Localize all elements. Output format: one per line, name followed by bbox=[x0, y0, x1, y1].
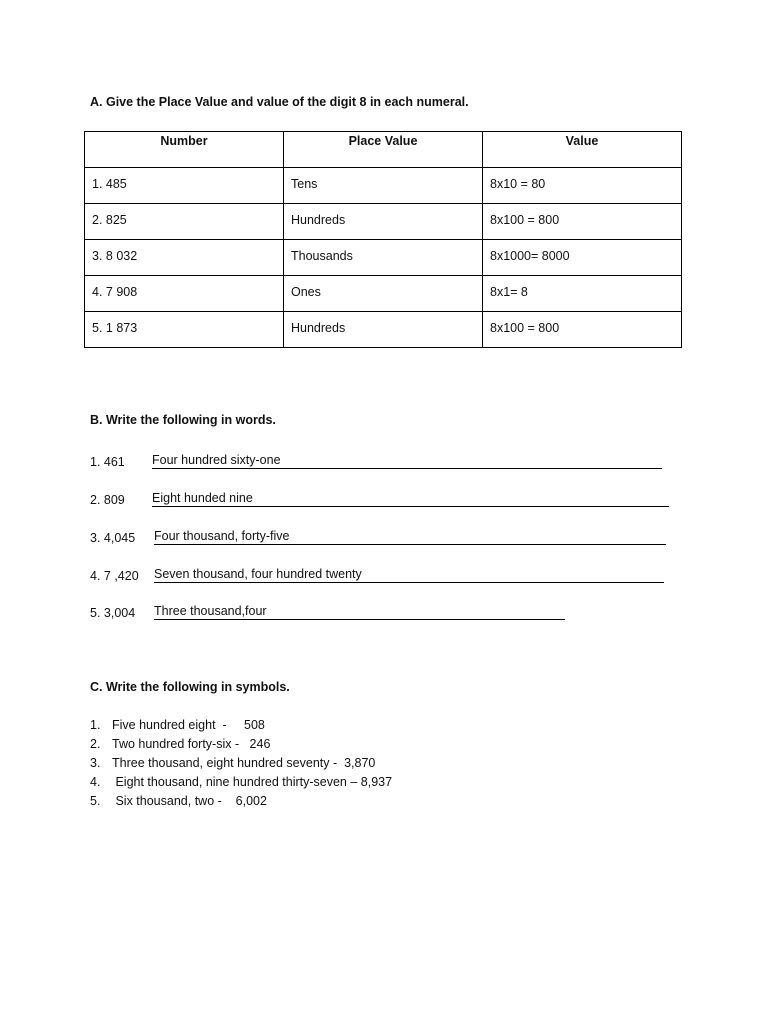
table-row bbox=[85, 276, 682, 312]
words-item-answer: Eight hunded nine bbox=[152, 491, 669, 507]
section-a-heading: A. Give the Place Value and value of the digit 8 in each numeral. bbox=[90, 95, 469, 109]
symbols-list bbox=[90, 716, 392, 811]
words-item-number: 3. 4,045 bbox=[90, 531, 136, 545]
cell-place-value: Hundreds bbox=[284, 312, 483, 348]
list-item-text: Eight thousand, nine hundred thirty-seven – 8,937 bbox=[112, 775, 393, 789]
words-item-number: 5. 3,004 bbox=[90, 606, 136, 620]
list-item-number: 5. bbox=[90, 794, 101, 808]
list-item-text: Two hundred forty-six - 246 bbox=[112, 737, 271, 751]
list-item-number: 2. bbox=[90, 737, 101, 751]
header-place-value: Place Value bbox=[284, 132, 483, 168]
cell-value: 8x100 = 800 bbox=[483, 204, 682, 240]
table-header-row bbox=[85, 132, 682, 168]
header-value: Value bbox=[483, 132, 682, 168]
list-item-text: Five hundred eight - 508 bbox=[112, 718, 265, 732]
table-row bbox=[85, 168, 682, 204]
list-item-text: Six thousand, two - 6,002 bbox=[112, 794, 267, 808]
cell-number: 4. 7 908 bbox=[85, 276, 284, 312]
list-item bbox=[90, 773, 392, 792]
list-item-number: 4. bbox=[90, 775, 101, 789]
cell-place-value: Hundreds bbox=[284, 204, 483, 240]
cell-place-value: Tens bbox=[284, 168, 483, 204]
cell-number: 5. 1 873 bbox=[85, 312, 284, 348]
cell-number: 3. 8 032 bbox=[85, 240, 284, 276]
section-c-heading: C. Write the following in symbols. bbox=[90, 680, 290, 694]
list-item-number: 3. bbox=[90, 756, 101, 770]
list-item bbox=[90, 792, 392, 811]
section-b-heading: B. Write the following in words. bbox=[90, 413, 276, 427]
cell-place-value: Ones bbox=[284, 276, 483, 312]
words-item-number: 1. 461 bbox=[90, 455, 125, 469]
list-item-number: 1. bbox=[90, 718, 101, 732]
words-item-number: 2. 809 bbox=[90, 493, 125, 507]
header-number: Number bbox=[85, 132, 284, 168]
cell-place-value: Thousands bbox=[284, 240, 483, 276]
cell-value: 8x10 = 80 bbox=[483, 168, 682, 204]
list-item-text: Three thousand, eight hundred seventy - 3,870 bbox=[112, 756, 376, 770]
words-item-answer: Three thousand,four bbox=[154, 604, 565, 620]
table-row bbox=[85, 240, 682, 276]
table-row bbox=[85, 204, 682, 240]
list-item bbox=[90, 716, 392, 735]
list-item bbox=[90, 754, 392, 773]
cell-value: 8x100 = 800 bbox=[483, 312, 682, 348]
list-item bbox=[90, 735, 392, 754]
cell-value: 8x1= 8 bbox=[483, 276, 682, 312]
words-item-answer: Four hundred sixty-one bbox=[152, 453, 662, 469]
words-item bbox=[90, 565, 664, 583]
words-item-number: 4. 7 ,420 bbox=[90, 569, 139, 583]
words-item bbox=[90, 602, 565, 620]
words-item bbox=[90, 489, 669, 507]
words-item-answer: Seven thousand, four hundred twenty bbox=[154, 567, 664, 583]
words-item bbox=[90, 527, 666, 545]
words-item bbox=[90, 451, 662, 469]
cell-number: 1. 485 bbox=[85, 168, 284, 204]
cell-number: 2. 825 bbox=[85, 204, 284, 240]
table-row bbox=[85, 312, 682, 348]
cell-value: 8x1000= 8000 bbox=[483, 240, 682, 276]
words-item-answer: Four thousand, forty-five bbox=[154, 529, 666, 545]
place-value-table bbox=[84, 131, 682, 348]
